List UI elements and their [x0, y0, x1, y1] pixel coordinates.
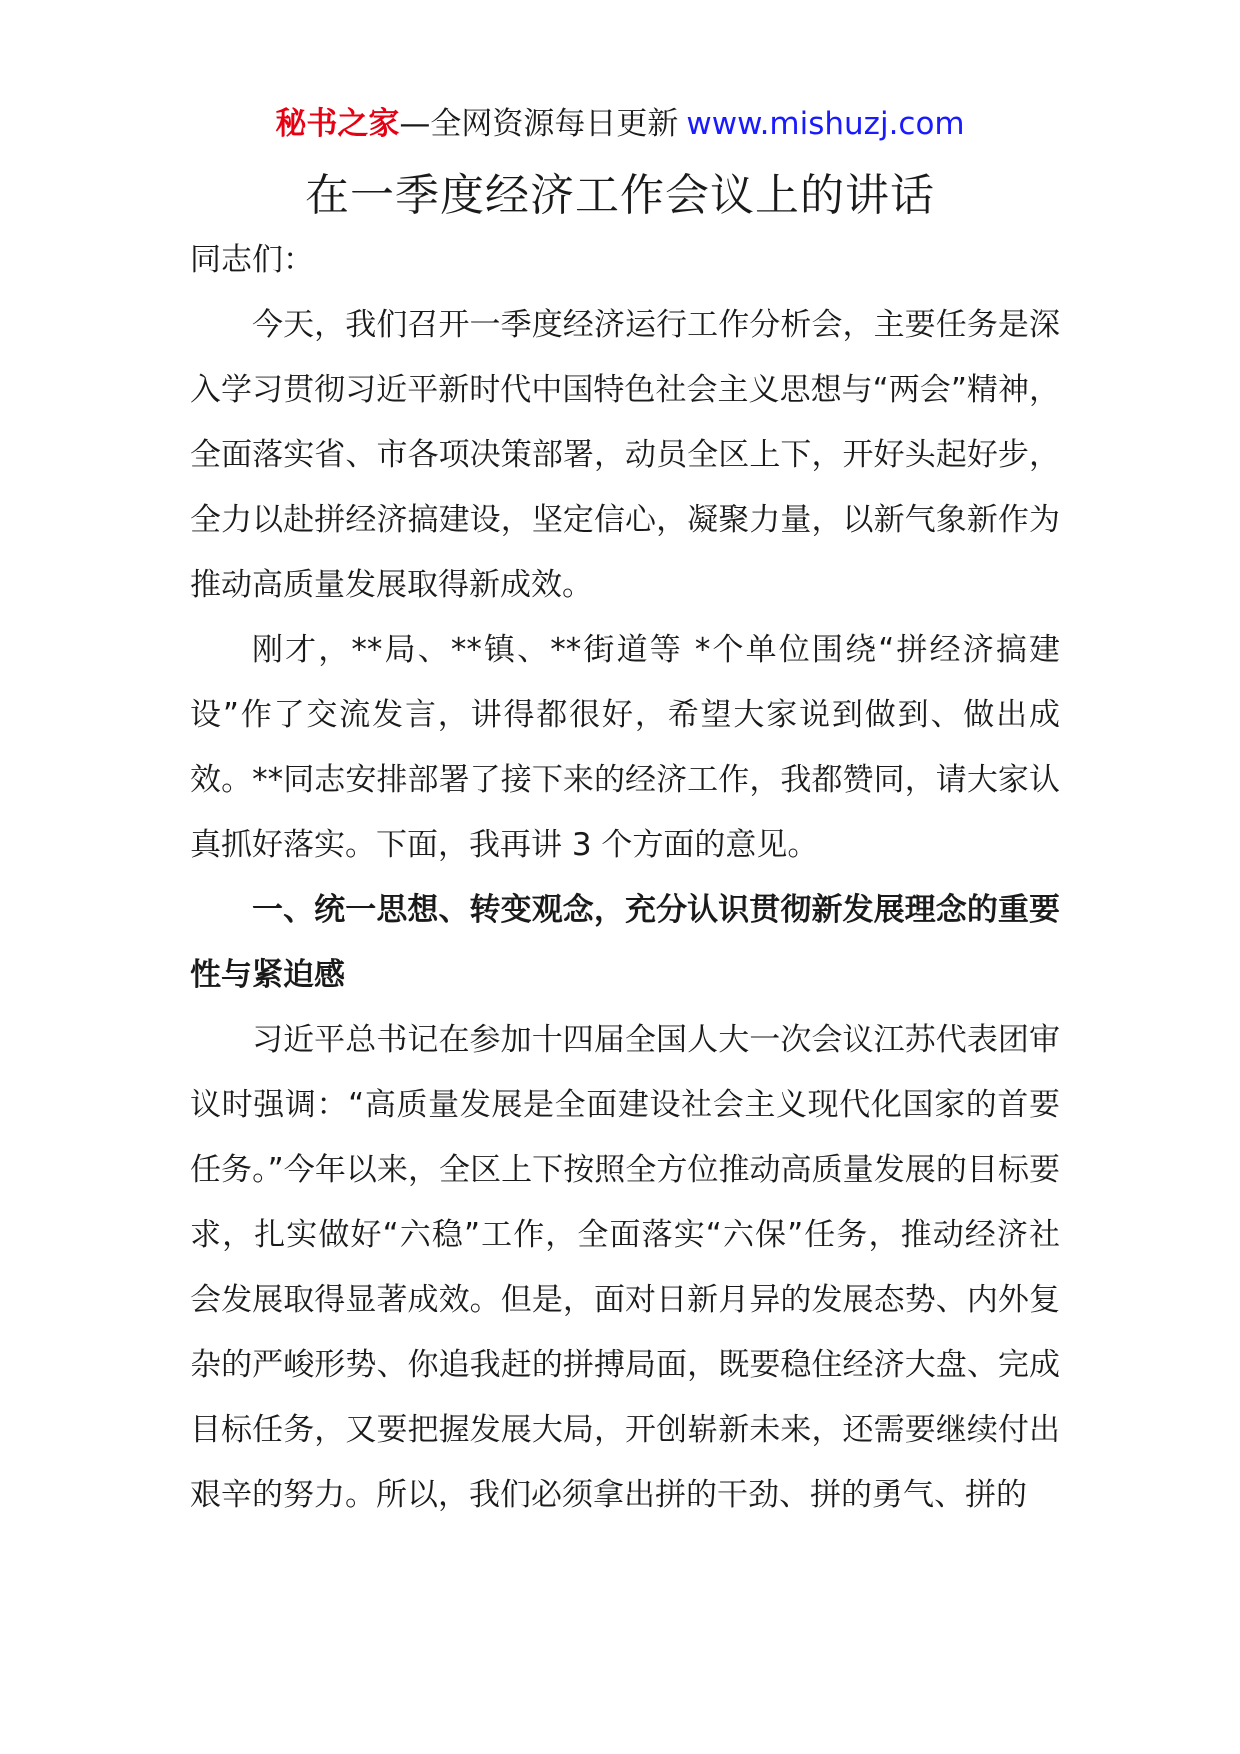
paragraph-intro: 今天，我们召开一季度经济运行工作分析会，主要任务是深入学习贯彻习近平新时代中国特色社会主义思想与“两会”精神，全面落实省、市各项决策部署，动员全区上下，开好头起好步，全力以赴拼经济搞建设，坚定信心，凝聚力量，以新气象新作为推动高质量发展取得新成效。	[190, 307, 1060, 603]
document-body	[190, 228, 1060, 1528]
salutation: 同志们：	[190, 242, 314, 278]
section-heading-1: 一、统一思想、转变观念，充分认识贯彻新发展理念的重要性与紧迫感	[190, 892, 1060, 993]
paragraph-section-1: 习近平总书记在参加十四届全国人大一次会议江苏代表团审议时强调：“高质量发展是全面建设社会主义现代化国家的首要任务。”今年以来，全区上下按照全方位推动高质量发展的目标要求，扎实做好“六稳”工作，全面落实“六保”任务，推动经济社会发展取得显著成效。但是，面对日新月异的发展态势、内外复杂的严峻形势、你追我赶的拼搏局面，既要稳住经济大盘、完成目标任务，又要把握发展大局，开创崭新未来，还需要继续付出艰辛的努力。所以，我们必须拿出拼的干劲、拼的勇气、拼的	[190, 1022, 1060, 1513]
site-url-link[interactable]: www.mishuzj.com	[686, 106, 965, 142]
document-title: 在一季度经济工作会议上的讲话	[305, 170, 935, 221]
paragraph-exchange: 刚才，**局、**镇、**街道等 *个单位围绕“拼经济搞建设”作了交流发言，讲得都很好，希望大家说到做到、做出成效。**同志安排部署了接下来的经济工作，我都赞同，请大家认真抓好落实。下面，我再讲 3 个方面的意见。	[190, 632, 1060, 863]
header-slogan: —全网资源每日更新	[399, 106, 679, 142]
brand-name: 秘书之家	[275, 106, 400, 142]
site-header	[0, 102, 1240, 146]
